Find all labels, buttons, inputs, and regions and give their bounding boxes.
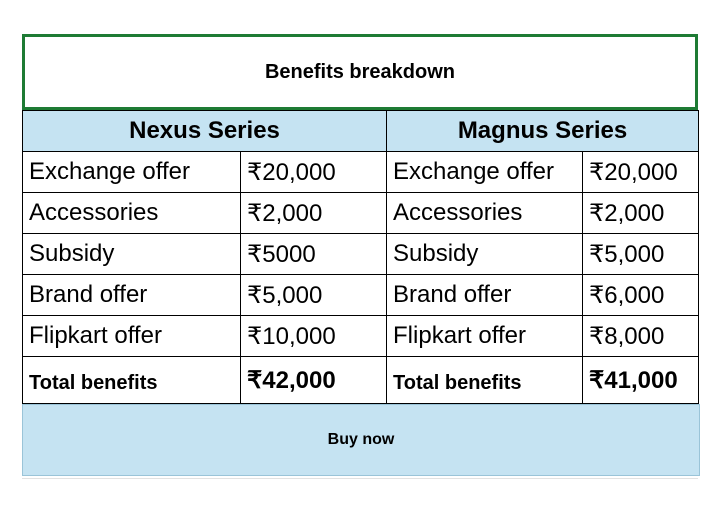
- row-amount: ₹20,000: [583, 152, 699, 193]
- table-header-row: [23, 111, 699, 152]
- row-amount: ₹6,000: [583, 275, 699, 316]
- row-label: Exchange offer: [387, 152, 583, 193]
- row-label: Flipkart offer: [23, 316, 241, 357]
- row-amount: ₹5,000: [241, 275, 387, 316]
- row-amount: ₹10,000: [241, 316, 387, 357]
- row-amount: ₹2,000: [241, 193, 387, 234]
- row-amount: ₹20,000: [241, 152, 387, 193]
- row-amount: ₹8,000: [583, 316, 699, 357]
- total-amount: ₹41,000: [583, 357, 699, 404]
- row-amount: ₹2,000: [583, 193, 699, 234]
- buy-now-button[interactable]: Buy now: [22, 404, 700, 476]
- table-row: [23, 316, 699, 357]
- table-row: [23, 152, 699, 193]
- row-label: Exchange offer: [23, 152, 241, 193]
- series-header-nexus: Nexus Series: [23, 111, 387, 152]
- row-label: Brand offer: [387, 275, 583, 316]
- divider: [22, 478, 698, 479]
- benefits-table: [22, 110, 699, 404]
- series-header-magnus: Magnus Series: [387, 111, 699, 152]
- row-label: Subsidy: [23, 234, 241, 275]
- total-label: Total benefits: [23, 357, 241, 404]
- total-row: [23, 357, 699, 404]
- row-label: Accessories: [23, 193, 241, 234]
- total-label: Total benefits: [387, 357, 583, 404]
- row-label: Subsidy: [387, 234, 583, 275]
- table-row: [23, 234, 699, 275]
- row-amount: ₹5,000: [583, 234, 699, 275]
- row-label: Accessories: [387, 193, 583, 234]
- page-title: Benefits breakdown: [22, 34, 698, 110]
- row-label: Brand offer: [23, 275, 241, 316]
- total-amount: ₹42,000: [241, 357, 387, 404]
- table-row: [23, 275, 699, 316]
- row-amount: ₹5000: [241, 234, 387, 275]
- table-row: [23, 193, 699, 234]
- row-label: Flipkart offer: [387, 316, 583, 357]
